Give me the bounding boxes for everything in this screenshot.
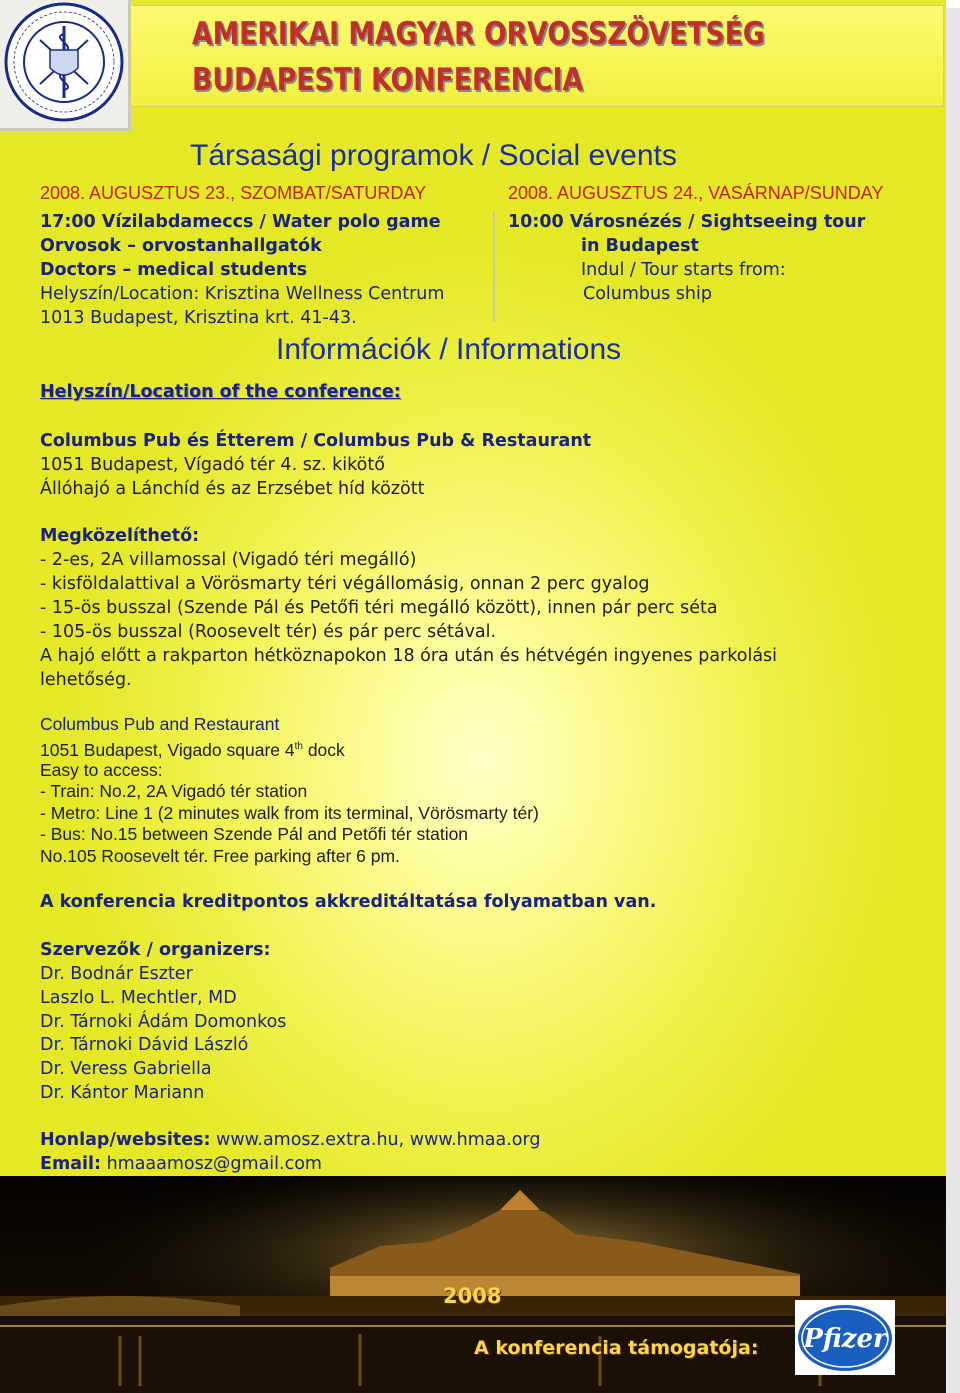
access-en-3: - Bus: No.15 between Szende Pál and Petőfi tér station [40, 824, 469, 844]
venue-address-hu: 1051 Budapest, Vígadó tér 4. sz. kikötő [40, 455, 385, 475]
access-hu-3: - 15-ös busszal (Szende Pál és Petőfi téri megálló között), innen pár perc séta [40, 598, 718, 618]
access-heading-en: Easy to access: [40, 760, 163, 780]
access-hu-2: - kisföldalattival a Vörösmarty téri végállomásig, onnan 2 perc gyalog [40, 574, 650, 594]
sponsor-label: A konferencia támogatója: [474, 1337, 759, 1359]
accreditation-note: A konferencia kreditpontos akkreditáltatása folyamatban van. [40, 892, 657, 912]
organizer-3: Dr. Tárnoki Ádám Domonkos [40, 1012, 287, 1032]
header-title-line2: BUDAPESTI KONFERENCIA [192, 62, 584, 98]
organizers-heading: Szervezők / organizers: [40, 940, 271, 960]
websites-label: Honlap/websites: [40, 1130, 211, 1150]
email-link[interactable]: hmaaamosz@gmail.com [101, 1154, 322, 1174]
access-hu-1: - 2-es, 2A villamossal (Vigadó téri megálló) [40, 550, 417, 570]
venue-name-en [40, 713, 279, 735]
social-events-title: Társasági programok / Social events [190, 139, 677, 172]
organizer-2: Laszlo L. Mechtler, MD [40, 988, 237, 1008]
conference-location-heading: Helyszín/Location of the conference: [40, 382, 401, 402]
pfizer-logo-box [795, 1300, 895, 1375]
organizer-1: Dr. Bodnár Eszter [40, 964, 193, 984]
parking-hu-2: lehetőség. [40, 670, 132, 690]
access-en-2: - Metro: Line 1 (2 minutes walk from its terminal, Vörösmarty tér) [40, 803, 539, 823]
venue-address-en-text: 1051 Budapest, Vigado square 4 [40, 739, 295, 760]
parking-hu-1: A hajó előtt a rakparton hétköznapokon 18 óra után és hétvégén ingyenes parkolási [40, 646, 778, 666]
access-hu-4: - 105-ös busszal (Roosevelt tér) és pár perc sétával. [40, 622, 497, 642]
organizer-4: Dr. Tárnoki Dávid László [40, 1035, 249, 1055]
sunday-event: 10:00 Városnézés / Sightseeing tour [508, 212, 866, 232]
venue-name-en-text: Columbus Pub and Restaurant [40, 714, 280, 734]
saturday-date: 2008. AUGUSZTUS 23., SZOMBAT/SATURDAY [40, 183, 427, 203]
email-label: Email: [40, 1154, 101, 1174]
organizer-6: Dr. Kántor Mariann [40, 1083, 205, 1103]
websites-link[interactable]: www.amosz.extra.hu, www.hmaa.org [210, 1130, 541, 1150]
saturday-address: 1013 Budapest, Krisztina krt. 41-43. [40, 308, 357, 328]
email-line [40, 1152, 322, 1176]
association-logo [0, 0, 131, 131]
saturday-event: 17:00 Vízilabdameccs / Water polo game [40, 212, 441, 232]
hungarian-medical-association-seal-icon [0, 0, 128, 128]
sunday-start-place: Columbus ship [583, 284, 712, 304]
column-divider [493, 212, 495, 322]
footer-year: 2008 [443, 1284, 502, 1308]
venue-name-hu: Columbus Pub és Étterem / Columbus Pub & Restaurant [40, 431, 592, 451]
access-en-1: - Train: No.2, 2A Vigadó tér station [40, 781, 308, 801]
access-en-4: No.105 Roosevelt tér. Free parking after 6 pm. [40, 846, 400, 866]
saturday-location: Helyszín/Location: Krisztina Wellness Centrum [40, 284, 445, 304]
informations-title: Információk / Informations [276, 333, 622, 366]
venue-address-en-dock: dock [302, 739, 345, 760]
sunday-event-city: in Budapest [581, 236, 699, 256]
pfizer-logo [795, 1300, 895, 1375]
sunday-start-label: Indul / Tour starts from: [581, 260, 786, 280]
page-shadow [946, 8, 960, 1393]
organizer-5: Dr. Veress Gabriella [40, 1059, 212, 1079]
saturday-participants-en: Doctors – medical students [40, 260, 308, 280]
access-heading-hu: Megközelíthető: [40, 526, 200, 546]
websites-line [40, 1128, 541, 1152]
venue-address-en-sup: th [294, 741, 303, 752]
venue-ship-hu: Állóhajó a Lánchíd és az Erzsébet híd között [40, 479, 425, 499]
header-title-line1: AMERIKAI MAGYAR ORVOSSZÖVETSÉG [192, 16, 765, 52]
saturday-participants-hu: Orvosok – orvostanhallgatók [40, 236, 322, 256]
sunday-date: 2008. AUGUSZTUS 24., VASÁRNAP/SUNDAY [508, 183, 884, 203]
venue-address-en [40, 736, 345, 761]
pfizer-logo-text: Pfizer [803, 1324, 887, 1354]
